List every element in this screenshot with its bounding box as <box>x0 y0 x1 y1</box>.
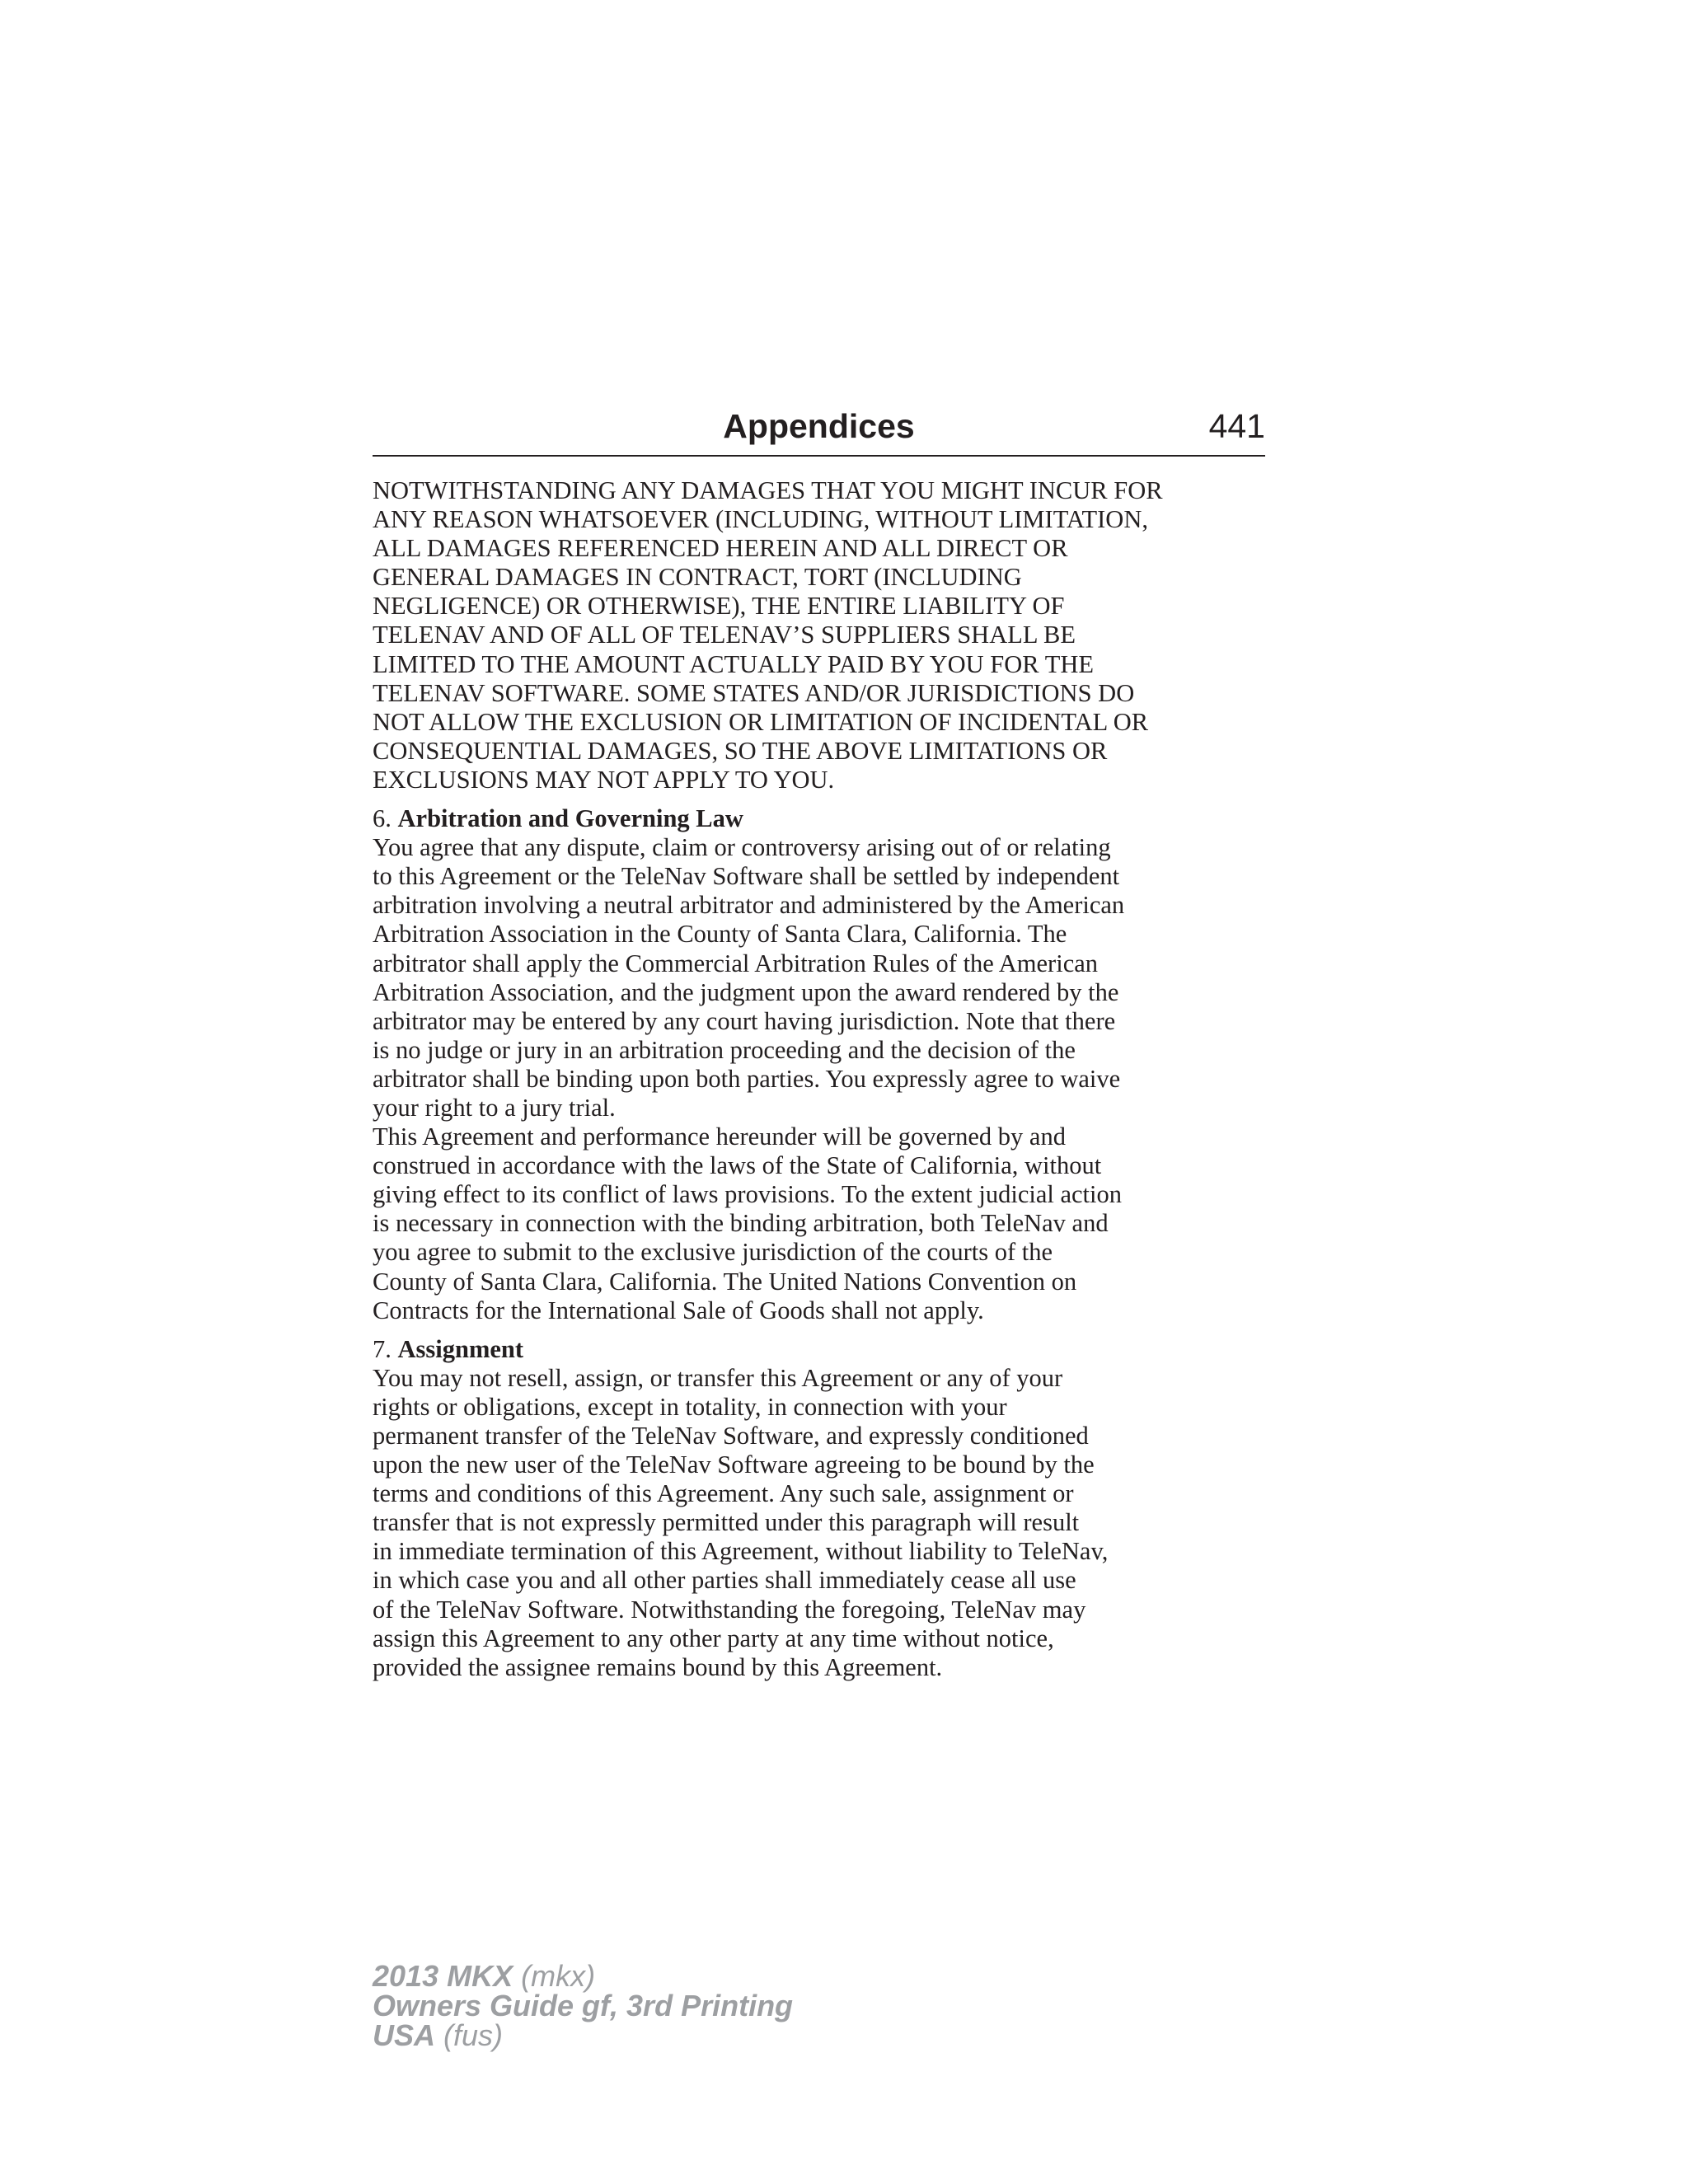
footer-model: 2013 MKX <box>373 1959 513 1993</box>
section-heading <box>373 804 1271 833</box>
section-paragraph: You agree that any dispute, claim or controversy arising out of or relating to this Agreement or the TeleNav Software shall be settled by independent arbitration involving a neutral arbitrator and administered by the American Arbitration Association in the County of Santa Clara, California. The arbitrator shall apply the Commercial Arbitration Rules of the American Arbitration Association, and the judgment upon the award rendered by the arbitrator may be entered by any court having jurisdiction. Note that there is no judge or jury in an arbitration proceeding and the decision of the arbitrator shall be binding upon both parties. You expressly agree to waive your right to a jury trial. <box>373 833 1125 1122</box>
footer-market-line <box>373 2018 793 2052</box>
section-heading <box>373 1335 1271 1364</box>
section-title: Assignment <box>397 1334 524 1363</box>
liability-paragraph: NOTWITHSTANDING ANY DAMAGES THAT YOU MIGHT INCUR FOR ANY REASON WHATSOEVER (INCLUDING, WITHOUT LIMITATION, ALL DAMAGES REFERENCED HEREIN AND ALL DIRECT OR GENERAL DAMAGES IN CONTRACT, TORT (INCLUDING NEGLIGENCE) OR OTHERWISE), THE ENTIRE LIABILITY OF TELENAV AND OF ALL OF TELENAV’S SUPPLIERS SHALL BE LIMITED TO THE AMOUNT ACTUALLY PAID BY YOU FOR THE TELENAV SOFTWARE. SOME STATES AND/OR JURISDICTIONS DO NOT ALLOW THE EXCLUSION OR LIMITATION OF INCIDENTAL OR CONSEQUENTIAL DAMAGES, SO THE ABOVE LIMITATIONS OR EXCLUSIONS MAY NOT APPLY TO YOU. <box>373 476 1163 794</box>
section-paragraph: You may not resell, assign, or transfer this Agreement or any of your rights or obligations, except in totality, in connection with your permanent transfer of the TeleNav Software, and expressly conditioned upon the new user of the TeleNav Software agreeing to be bound by the terms and conditions of this Agreement. Any such sale, assignment or transfer that is not expressly permitted under this paragraph will result in immediate termination of this Agreement, without liability to TeleNav, in which case you and all other parties shall immediately cease all use of the TeleNav Software. Notwithstanding the foregoing, TeleNav may assign this Agreement to any other party at any time without notice, provided the assignee remains bound by this Agreement. <box>373 1363 1109 1681</box>
print-footer <box>373 1961 793 2050</box>
footer-model-code: (mkx) <box>521 1959 596 1993</box>
section-number: 7. <box>373 1334 392 1363</box>
page-header <box>373 401 1265 457</box>
footer-market-code: (fus) <box>443 2018 504 2052</box>
section-number: 6. <box>373 804 392 833</box>
page-number: 441 <box>1208 407 1265 445</box>
footer-market: USA <box>373 2018 436 2052</box>
footer-guide-line: Owners Guide gf, 3rd Printing <box>373 1989 794 2022</box>
section-title: Arbitration and Governing Law <box>397 804 743 833</box>
document-body <box>373 476 1271 1682</box>
section-paragraph: This Agreement and performance hereunder will be governed by and construed in accordance with the laws of the State of California, without giving effect to its conflict of laws provisions. To the extent judicial action is necessary in connection with the binding arbitration, both TeleNav and you agree to submit to the exclusive jurisdiction of the courts of the County of Santa Clara, California. The United Nations Convention on Contracts for the International Sale of Goods shall not apply. <box>373 1122 1122 1324</box>
footer-model-line <box>373 1961 793 1991</box>
page-title: Appendices <box>723 407 915 445</box>
